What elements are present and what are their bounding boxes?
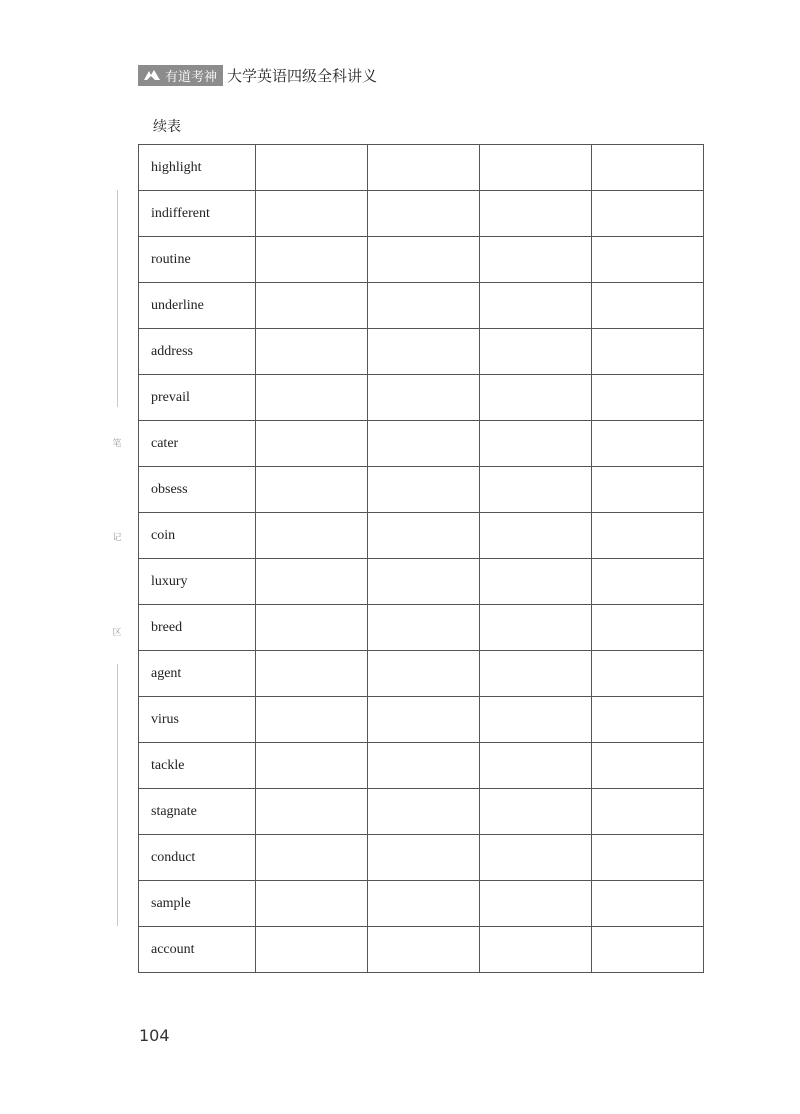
- empty-answer-cell: [480, 881, 592, 927]
- empty-answer-cell: [368, 145, 480, 191]
- empty-answer-cell: [256, 605, 368, 651]
- empty-answer-cell: [368, 697, 480, 743]
- empty-answer-cell: [368, 237, 480, 283]
- brand-badge: [138, 65, 223, 86]
- empty-answer-cell: [256, 237, 368, 283]
- brand-name: 有道考神: [165, 69, 218, 85]
- sidebar-char-bi: 笔: [112, 439, 122, 449]
- empty-answer-cell: [368, 421, 480, 467]
- vocab-word: indifferent: [139, 191, 256, 237]
- empty-answer-cell: [256, 697, 368, 743]
- vocab-word: coin: [139, 513, 256, 559]
- empty-answer-cell: [368, 467, 480, 513]
- empty-answer-cell: [368, 605, 480, 651]
- empty-answer-cell: [256, 329, 368, 375]
- empty-answer-cell: [256, 881, 368, 927]
- empty-answer-cell: [480, 927, 592, 973]
- vocab-word: conduct: [139, 835, 256, 881]
- table-row: [139, 881, 704, 927]
- empty-answer-cell: [480, 329, 592, 375]
- empty-answer-cell: [480, 513, 592, 559]
- empty-answer-cell: [368, 283, 480, 329]
- table-row: [139, 835, 704, 881]
- empty-answer-cell: [592, 651, 704, 697]
- vocab-word: stagnate: [139, 789, 256, 835]
- empty-answer-cell: [256, 191, 368, 237]
- empty-answer-cell: [480, 421, 592, 467]
- empty-answer-cell: [480, 835, 592, 881]
- empty-answer-cell: [592, 375, 704, 421]
- empty-answer-cell: [368, 835, 480, 881]
- table-row: [139, 329, 704, 375]
- empty-answer-cell: [480, 191, 592, 237]
- vocab-word: obsess: [139, 467, 256, 513]
- empty-answer-cell: [256, 283, 368, 329]
- book-title: 大学英语四级全科讲义: [227, 66, 378, 85]
- empty-answer-cell: [480, 559, 592, 605]
- sidebar-divider-bottom: [117, 664, 118, 926]
- empty-answer-cell: [368, 513, 480, 559]
- empty-answer-cell: [368, 743, 480, 789]
- empty-answer-cell: [592, 881, 704, 927]
- table-row: [139, 559, 704, 605]
- empty-answer-cell: [592, 789, 704, 835]
- fox-logo-icon: [142, 67, 162, 83]
- empty-answer-cell: [480, 697, 592, 743]
- empty-answer-cell: [256, 513, 368, 559]
- empty-answer-cell: [368, 329, 480, 375]
- empty-answer-cell: [592, 835, 704, 881]
- empty-answer-cell: [256, 789, 368, 835]
- sidebar-char-ji: 记: [112, 533, 122, 543]
- vocab-word: agent: [139, 651, 256, 697]
- vocab-word: account: [139, 927, 256, 973]
- vocabulary-table: [138, 144, 704, 973]
- table-row: [139, 513, 704, 559]
- empty-answer-cell: [368, 375, 480, 421]
- empty-answer-cell: [368, 191, 480, 237]
- page-header: [138, 64, 377, 86]
- vocab-word: virus: [139, 697, 256, 743]
- vocab-word: sample: [139, 881, 256, 927]
- empty-answer-cell: [368, 881, 480, 927]
- empty-answer-cell: [592, 513, 704, 559]
- empty-answer-cell: [480, 283, 592, 329]
- empty-answer-cell: [256, 651, 368, 697]
- sidebar-char-qu: 区: [112, 628, 122, 638]
- empty-answer-cell: [592, 605, 704, 651]
- empty-answer-cell: [256, 467, 368, 513]
- empty-answer-cell: [480, 467, 592, 513]
- empty-answer-cell: [256, 421, 368, 467]
- empty-answer-cell: [256, 559, 368, 605]
- vocab-word: routine: [139, 237, 256, 283]
- empty-answer-cell: [480, 145, 592, 191]
- table-row: [139, 191, 704, 237]
- empty-answer-cell: [480, 743, 592, 789]
- empty-answer-cell: [480, 789, 592, 835]
- empty-answer-cell: [368, 927, 480, 973]
- empty-answer-cell: [368, 651, 480, 697]
- page-number: 104: [139, 1026, 170, 1045]
- empty-answer-cell: [592, 421, 704, 467]
- vocab-word: underline: [139, 283, 256, 329]
- table-row: [139, 743, 704, 789]
- table-row: [139, 605, 704, 651]
- empty-answer-cell: [592, 237, 704, 283]
- table-row: [139, 467, 704, 513]
- vocab-word: luxury: [139, 559, 256, 605]
- empty-answer-cell: [480, 237, 592, 283]
- empty-answer-cell: [592, 283, 704, 329]
- table-caption: 续表: [153, 119, 181, 135]
- empty-answer-cell: [368, 789, 480, 835]
- table-row: [139, 651, 704, 697]
- empty-answer-cell: [480, 375, 592, 421]
- empty-answer-cell: [256, 743, 368, 789]
- empty-answer-cell: [368, 559, 480, 605]
- vocab-word: breed: [139, 605, 256, 651]
- table-row: [139, 145, 704, 191]
- empty-answer-cell: [480, 651, 592, 697]
- empty-answer-cell: [592, 559, 704, 605]
- empty-answer-cell: [592, 743, 704, 789]
- vocab-word: highlight: [139, 145, 256, 191]
- empty-answer-cell: [480, 605, 592, 651]
- vocab-word: address: [139, 329, 256, 375]
- vocab-word: prevail: [139, 375, 256, 421]
- empty-answer-cell: [256, 375, 368, 421]
- table-row: [139, 697, 704, 743]
- table-row: [139, 421, 704, 467]
- table-row: [139, 237, 704, 283]
- empty-answer-cell: [256, 835, 368, 881]
- table-row: [139, 375, 704, 421]
- vocab-word: cater: [139, 421, 256, 467]
- empty-answer-cell: [592, 927, 704, 973]
- empty-answer-cell: [592, 191, 704, 237]
- empty-answer-cell: [592, 697, 704, 743]
- empty-answer-cell: [256, 145, 368, 191]
- empty-answer-cell: [592, 329, 704, 375]
- sidebar-divider-top: [117, 190, 118, 407]
- empty-answer-cell: [256, 927, 368, 973]
- table-row: [139, 789, 704, 835]
- vocab-word: tackle: [139, 743, 256, 789]
- table-row: [139, 283, 704, 329]
- table-row: [139, 927, 704, 973]
- empty-answer-cell: [592, 467, 704, 513]
- empty-answer-cell: [592, 145, 704, 191]
